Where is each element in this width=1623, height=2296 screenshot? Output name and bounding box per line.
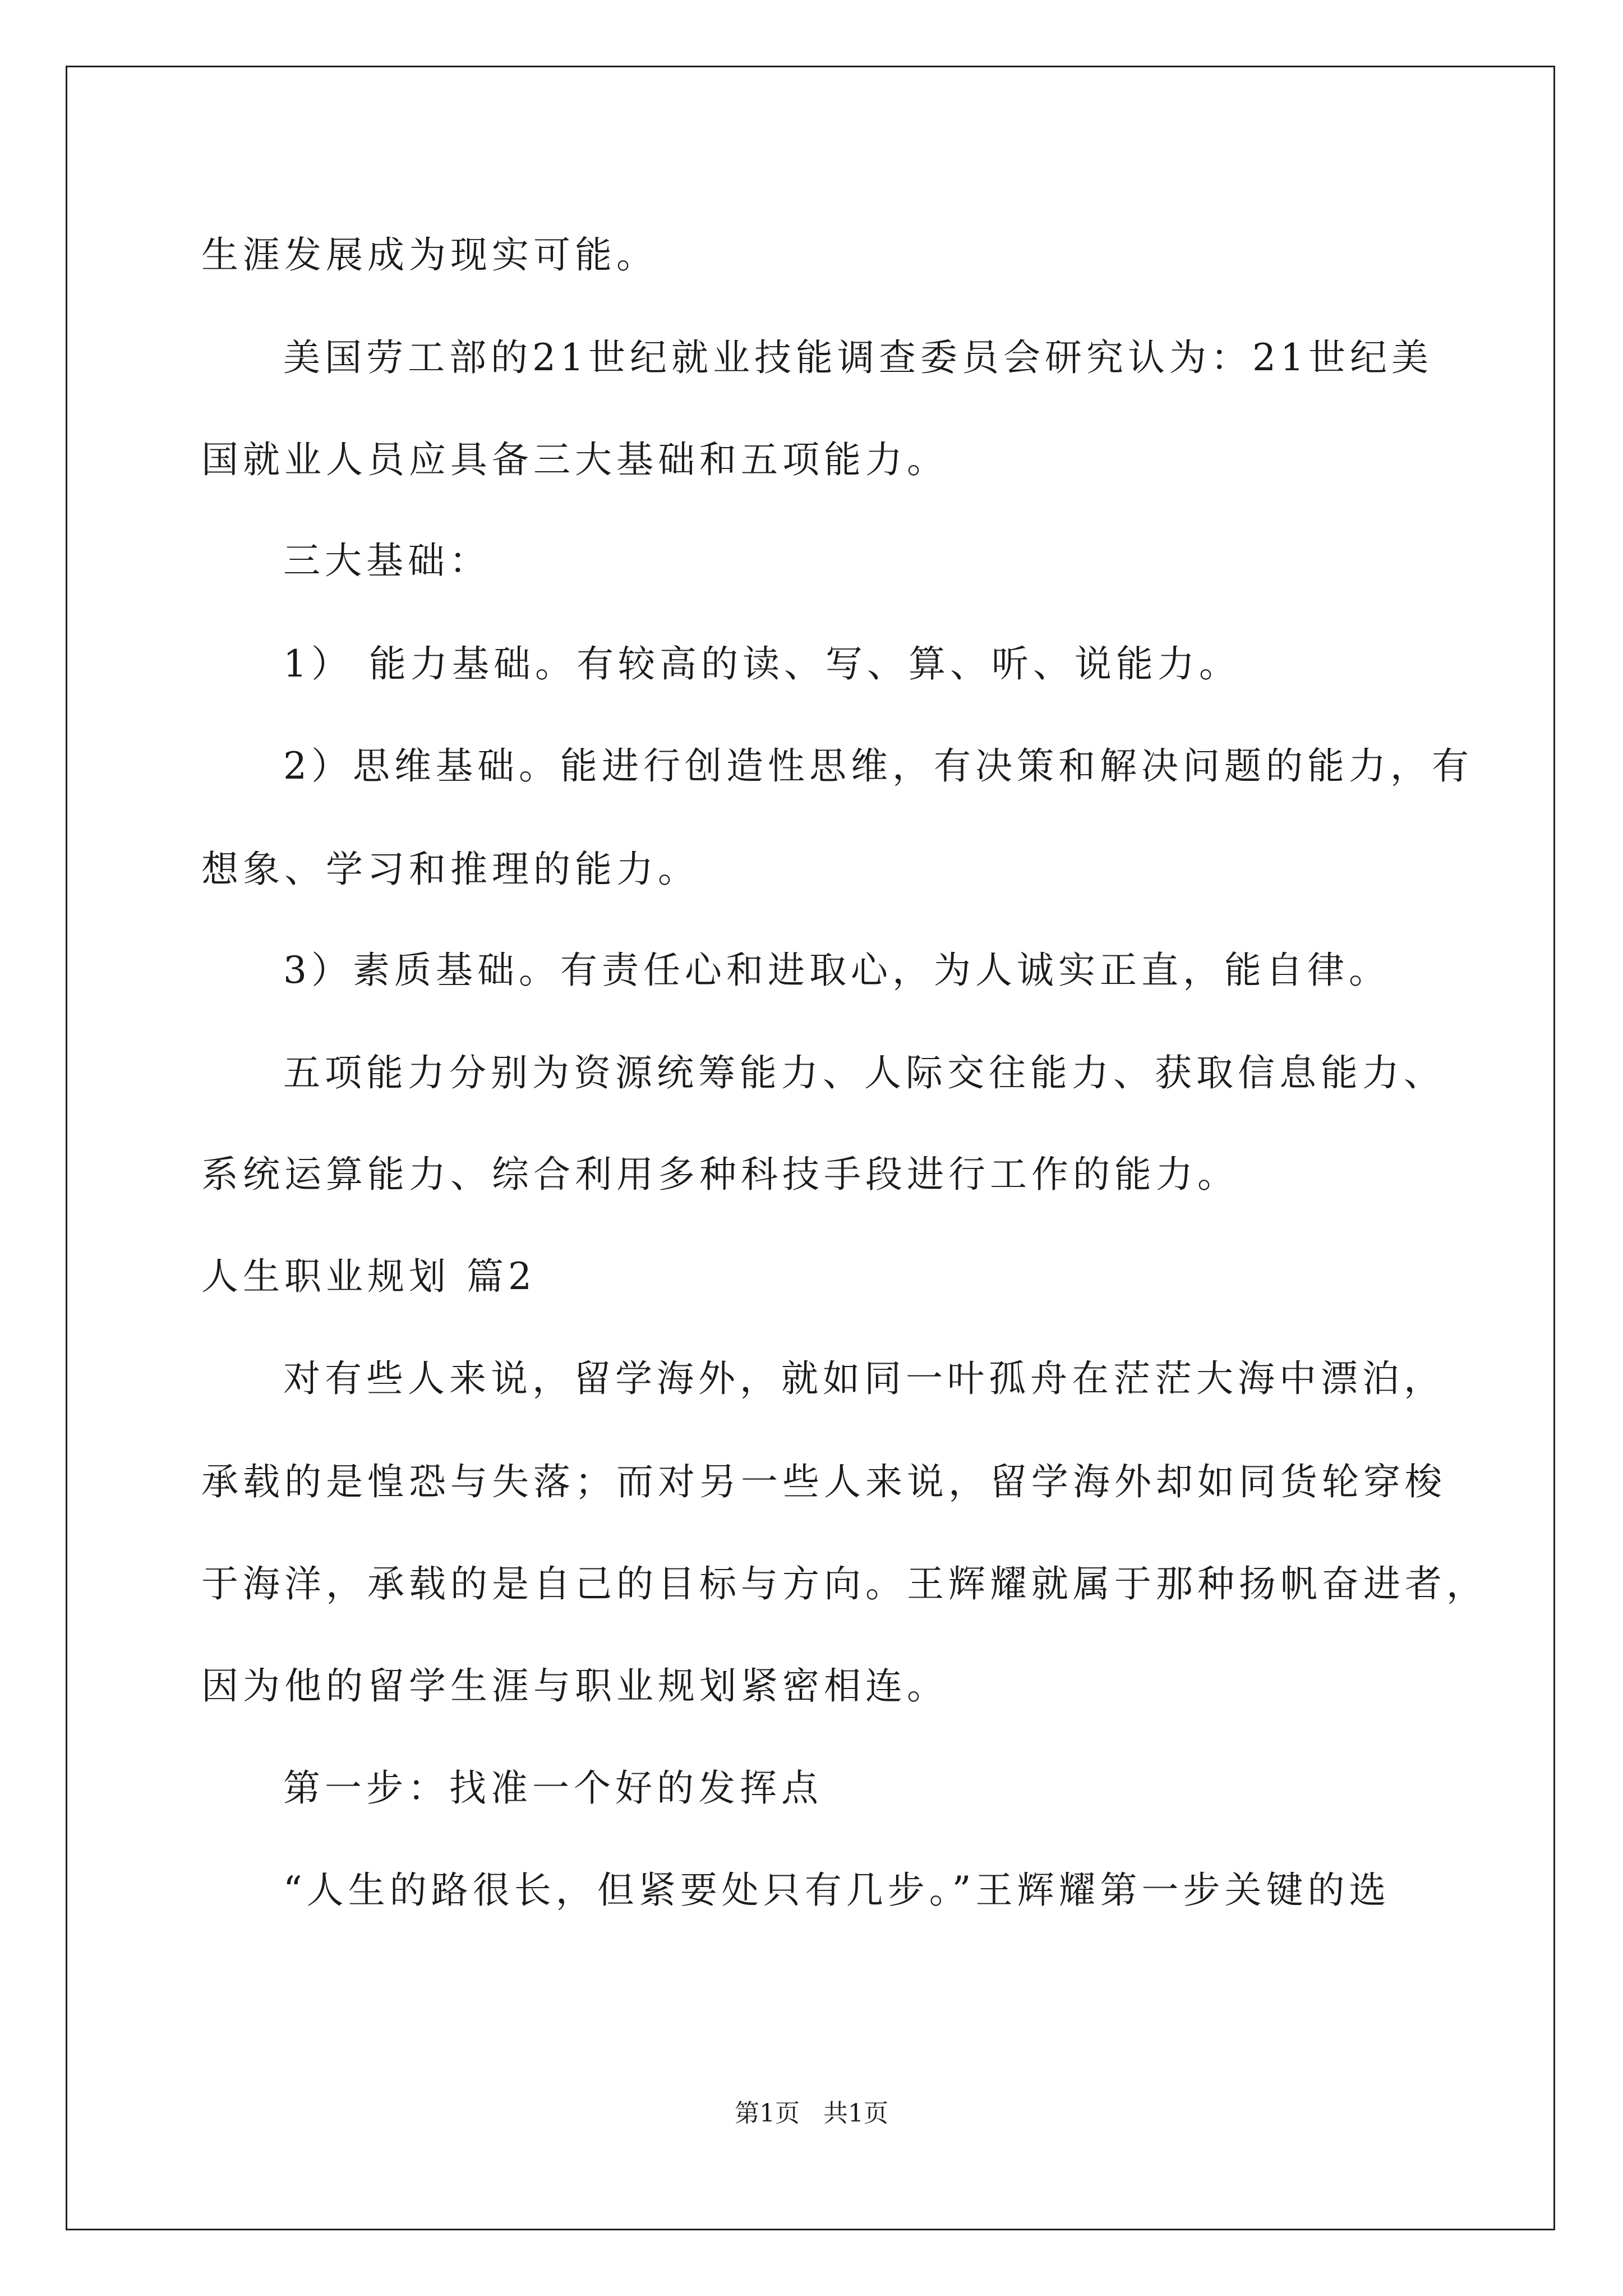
text-line: 对有些人来说，留学海外，就如同一叶孤舟在茫茫大海中漂泊， xyxy=(283,1357,1445,1400)
text-line: 第一步：找准一个好的发挥点 xyxy=(283,1766,823,1810)
text-line: 三大基础： xyxy=(283,539,491,582)
text-line: 美国劳工部的21世纪就业技能调查委员会研究认为：21世纪美 xyxy=(283,336,1433,379)
text-line: “人生的路很长，但紧要处只有几步。”王辉耀第一步关键的选 xyxy=(283,1869,1391,1912)
text-line: 系统运算能力、综合利用多种科技手段进行工作的能力。 xyxy=(201,1153,1239,1196)
text-line: 承载的是惶恐与失落；而对另一些人来说，留学海外却如同货轮穿梭 xyxy=(201,1460,1446,1503)
text-line: 想象、学习和推理的能力。 xyxy=(201,848,699,891)
text-line: 国就业人员应具备三大基础和五项能力。 xyxy=(201,438,948,481)
text-line: 3）素质基础。有责任心和进取心，为人诚实正直，能自律。 xyxy=(283,949,1390,992)
page-number-footer: 第1页 共1页 xyxy=(735,2099,888,2128)
text-line: 因为他的留学生涯与职业规划紧密相连。 xyxy=(201,1664,948,1708)
text-line: 生涯发展成为现实可能。 xyxy=(201,233,658,277)
text-line: 1） 能力基础。有较高的读、写、算、听、说能力。 xyxy=(283,642,1241,685)
text-line: 2）思维基础。能进行创造性思维，有决策和解决问题的能力，有 xyxy=(283,744,1473,788)
text-line: 于海洋，承载的是自己的目标与方向。王辉耀就属于那种扬帆奋进者， xyxy=(201,1562,1488,1605)
section-heading: 人生职业规划 篇2 xyxy=(201,1255,536,1298)
text-line: 五项能力分别为资源统筹能力、人际交往能力、获取信息能力、 xyxy=(283,1051,1445,1094)
